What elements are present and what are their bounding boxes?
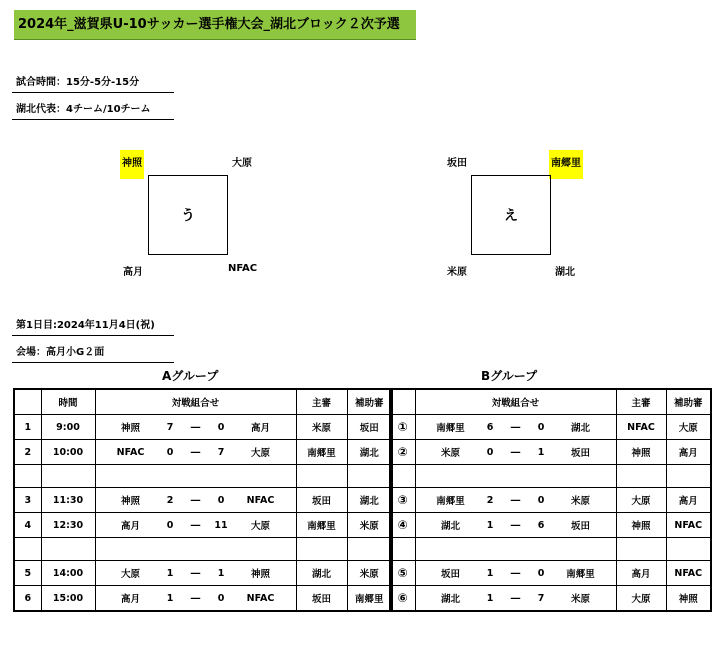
away-score: 7 [537,592,545,604]
empty-cell [415,465,616,488]
group-box-u: う [148,175,228,255]
referee: 神照 [616,513,666,538]
table-row [390,415,711,440]
representatives-info: 湖北代表：4チーム/10チーム [16,104,151,115]
away-score: 0 [217,592,225,604]
matchup-cell [95,561,296,586]
table-row [390,586,711,612]
referee: 高月 [616,561,666,586]
matchup-cell [415,513,616,538]
dash: ― [510,592,521,604]
assistant-referee: 米原 [347,513,392,538]
match-number: 5 [14,561,41,586]
table-row [390,488,711,513]
matchup [416,586,616,610]
referee: 坂田 [296,488,347,513]
matchup-cell [95,513,296,538]
empty-cell [14,538,41,561]
matchup-cell [95,586,296,612]
away-team: NFAC [246,494,275,506]
matchup [96,440,296,464]
assistant-referee: 大原 [666,415,711,440]
match-number: 3 [14,488,41,513]
page-title: 2024年_滋賀県U-10サッカー選手権大会_湖北ブロック２次予選 [14,10,416,40]
away-team: 米原 [570,594,590,605]
empty-cell [296,538,347,561]
home-score: 1 [486,592,494,604]
home-team: 坂田 [440,569,460,580]
match-number: ⑥ [390,586,415,612]
group-box-e: え [471,175,551,255]
away-score: 11 [214,519,228,531]
referee: 坂田 [296,586,347,612]
matchup-cell [415,440,616,465]
home-score: 0 [166,519,174,531]
empty-cell [616,538,666,561]
dash: ― [190,519,201,531]
home-score: 6 [486,421,494,433]
away-team: 大原 [250,521,270,532]
match-time: 15:00 [41,586,95,612]
home-score: 2 [166,494,174,506]
team-label-nangouri: 南郷里 [549,150,583,179]
matchup-cell [415,415,616,440]
header-matchup: 対戦組合せ [95,389,296,415]
home-score: 2 [486,494,494,506]
match-time: 11:30 [41,488,95,513]
dash: ― [510,421,521,433]
match-time: 12:30 [41,513,95,538]
away-team: 南郷里 [566,569,595,580]
match-number: 1 [14,415,41,440]
match-number: ③ [390,488,415,513]
header-no [14,389,41,415]
empty-cell [296,465,347,488]
dash: ― [190,446,201,458]
match-number: ④ [390,513,415,538]
table-header-row [390,389,711,415]
empty-cell [415,538,616,561]
away-team: 神照 [250,569,270,580]
header-time: 時間 [41,389,95,415]
team-label-maibara: 米原 [447,267,467,278]
away-score: 0 [537,494,545,506]
referee: 南郷里 [296,440,347,465]
table-row [14,513,392,538]
empty-cell [347,538,392,561]
matchup [416,440,616,464]
spacer-row [14,465,392,488]
matchup-cell [95,415,296,440]
group-b-schedule-table [389,388,712,612]
empty-cell [41,538,95,561]
home-team: 神照 [120,423,140,434]
referee: 大原 [616,488,666,513]
home-team: 湖北 [440,594,460,605]
group-b-title: Bグループ [481,369,538,383]
referee: 南郷里 [296,513,347,538]
referee: 米原 [296,415,347,440]
home-team: 南郷里 [436,496,465,507]
table-row [14,415,392,440]
empty-cell [390,465,415,488]
dash: ― [510,567,521,579]
away-team: 高月 [250,423,270,434]
matchup [416,415,616,439]
matchup-cell [415,561,616,586]
header-no [390,389,415,415]
group-a-schedule-table [13,388,393,612]
matchup [416,513,616,537]
match-number: 6 [14,586,41,612]
match-number: ② [390,440,415,465]
day-info: 第1日目:2024年11月4日(祝) [16,320,155,331]
table-row [14,586,392,612]
match-time: 10:00 [41,440,95,465]
matchup-cell [415,488,616,513]
table-row [14,561,392,586]
table-row [14,488,392,513]
match-time-info: 試合時間：15分-5分-15分 [16,77,140,88]
home-team: 米原 [440,448,460,459]
underline [12,92,174,93]
home-score: 7 [166,421,174,433]
spacer-row [390,465,711,488]
assistant-referee: 坂田 [347,415,392,440]
away-team: NFAC [246,592,275,604]
matchup [96,415,296,439]
referee: 湖北 [296,561,347,586]
referee: NFAC [616,415,666,440]
matchup-cell [415,586,616,612]
home-score: 1 [486,519,494,531]
away-score: 0 [217,494,225,506]
match-time: 9:00 [41,415,95,440]
away-score: 7 [217,446,225,458]
away-score: 0 [537,421,545,433]
empty-cell [666,465,711,488]
underline [12,335,174,336]
home-team: 大原 [120,569,140,580]
home-score: 1 [486,567,494,579]
team-label-kamiteru: 神照 [120,150,144,179]
matchup [96,586,296,610]
assistant-referee: NFAC [666,513,711,538]
empty-cell [95,538,296,561]
team-label-takatsuki: 高月 [123,267,143,278]
dash: ― [510,446,521,458]
table-row [390,561,711,586]
assistant-referee: NFAC [666,561,711,586]
matchup [96,488,296,512]
home-team: 南郷里 [436,423,465,434]
home-score: 0 [166,446,174,458]
team-label-sakata: 坂田 [447,158,467,169]
away-score: 0 [537,567,545,579]
underline [12,119,174,120]
underline [12,362,174,363]
away-team: 坂田 [570,521,590,532]
assistant-referee: 湖北 [347,488,392,513]
table-row [14,440,392,465]
match-number: 2 [14,440,41,465]
referee: 神照 [616,440,666,465]
spacer-row [14,538,392,561]
match-time: 14:00 [41,561,95,586]
matchup-cell [95,440,296,465]
referee: 大原 [616,586,666,612]
matchup-cell [95,488,296,513]
group-a-title: Aグループ [162,369,219,383]
team-label-ohara: 大原 [232,158,252,169]
assistant-referee: 高月 [666,440,711,465]
header-referee: 主審 [296,389,347,415]
away-score: 0 [217,421,225,433]
home-score: 1 [166,592,174,604]
assistant-referee: 神照 [666,586,711,612]
header-assistant: 補助審 [347,389,392,415]
table-row [390,440,711,465]
dash: ― [190,421,201,433]
away-score: 1 [217,567,225,579]
assistant-referee: 高月 [666,488,711,513]
home-team: 高月 [120,594,140,605]
team-label-nfac: NFAC [228,263,258,274]
dash: ― [510,519,521,531]
away-team: 米原 [570,496,590,507]
away-score: 6 [537,519,545,531]
team-label-kohoku: 湖北 [555,267,575,278]
away-team: 坂田 [570,448,590,459]
assistant-referee: 湖北 [347,440,392,465]
empty-cell [95,465,296,488]
empty-cell [14,465,41,488]
assistant-referee: 米原 [347,561,392,586]
empty-cell [616,465,666,488]
dash: ― [190,494,201,506]
away-team: 大原 [250,448,270,459]
header-assistant: 補助審 [666,389,711,415]
matchup [416,561,616,585]
empty-cell [666,538,711,561]
header-matchup: 対戦組合せ [415,389,616,415]
empty-cell [41,465,95,488]
home-score: 1 [166,567,174,579]
header-referee: 主審 [616,389,666,415]
home-team: 高月 [120,521,140,532]
match-number: ⑤ [390,561,415,586]
matchup [96,561,296,585]
dash: ― [190,592,201,604]
match-number: ① [390,415,415,440]
home-team: 神照 [120,496,140,507]
away-score: 1 [537,446,545,458]
venue-info: 会場：高月小G２面 [16,347,105,358]
home-score: 0 [486,446,494,458]
table-row [390,513,711,538]
assistant-referee: 南郷里 [347,586,392,612]
spacer-row [390,538,711,561]
dash: ― [510,494,521,506]
matchup [96,513,296,537]
table-header-row [14,389,392,415]
empty-cell [347,465,392,488]
home-team: NFAC [116,446,145,458]
dash: ― [190,567,201,579]
matchup [416,488,616,512]
match-number: 4 [14,513,41,538]
away-team: 湖北 [570,423,590,434]
empty-cell [390,538,415,561]
home-team: 湖北 [440,521,460,532]
